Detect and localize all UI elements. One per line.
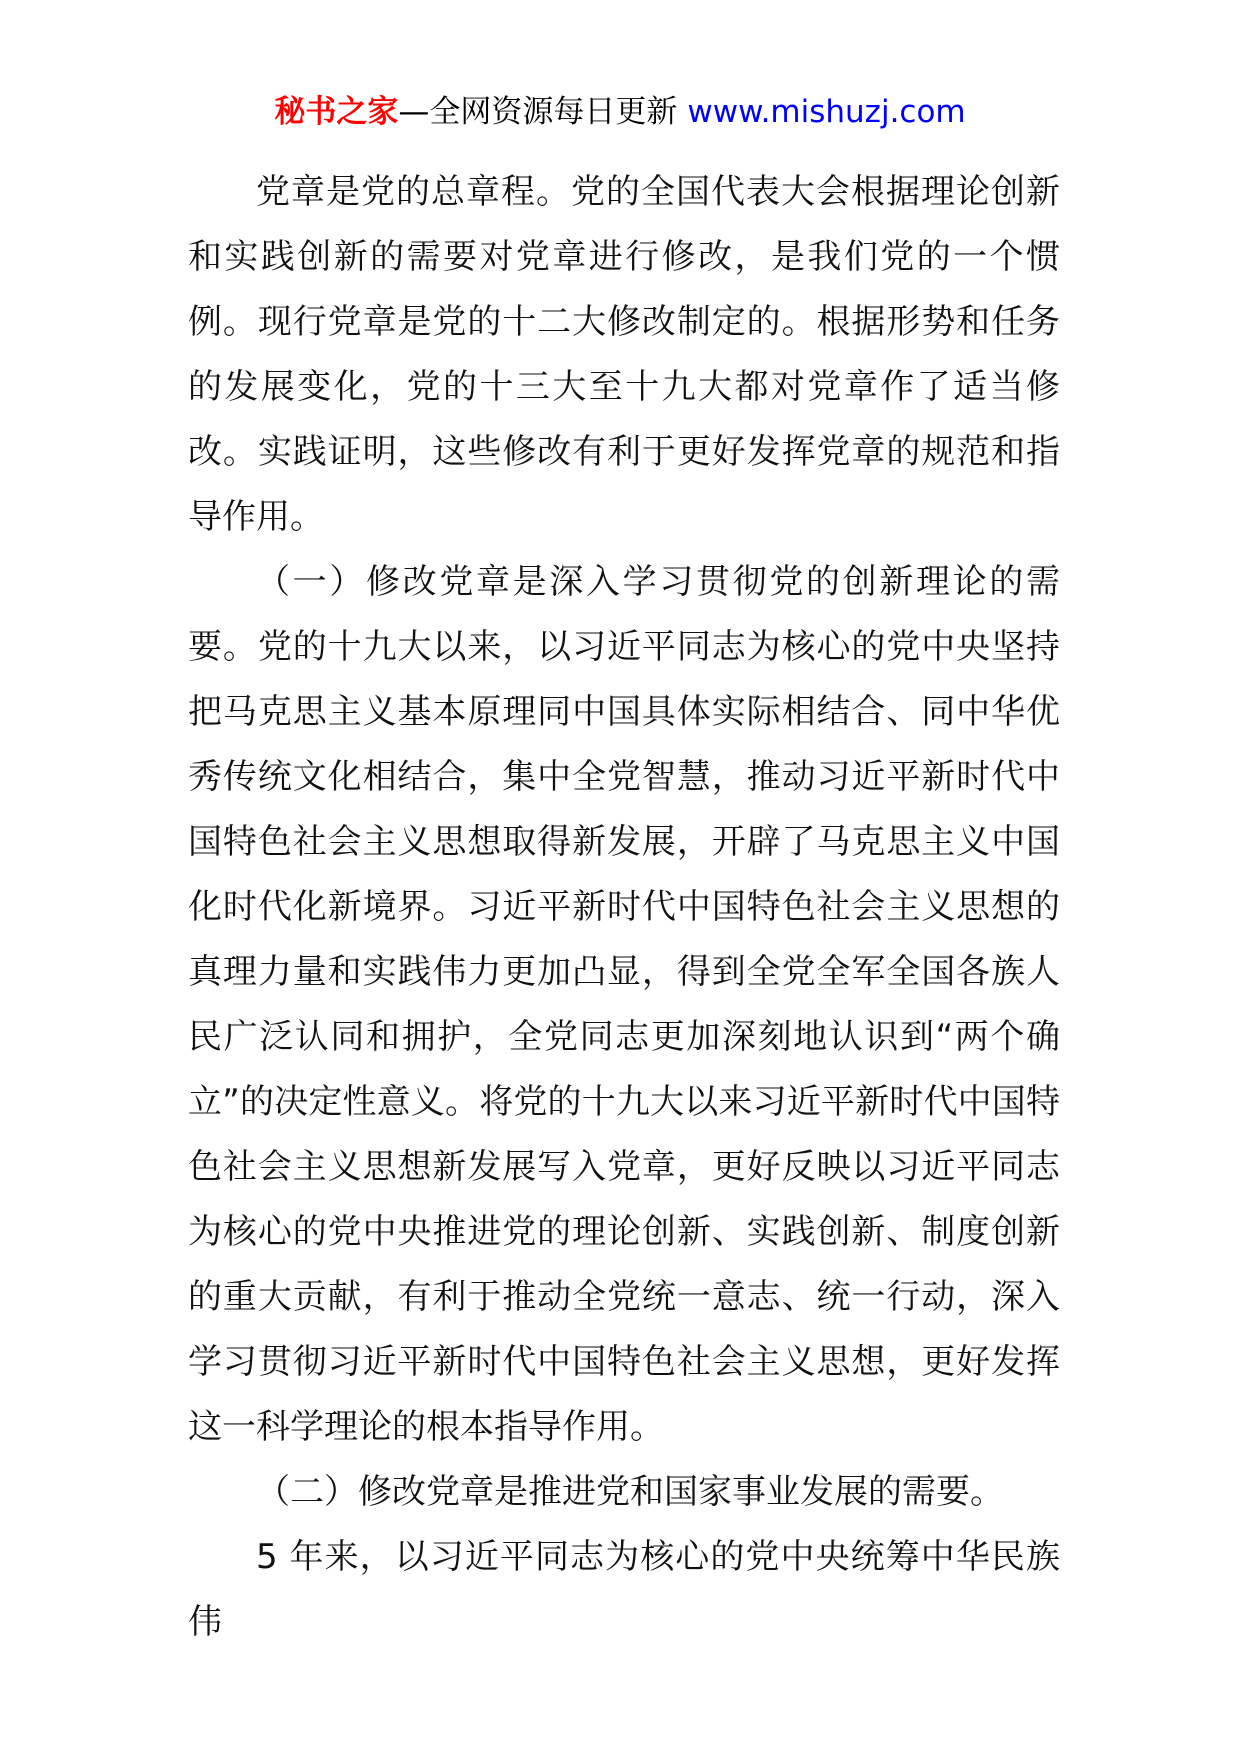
paragraph-intro: 党章是党的总章程。党的全国代表大会根据理论创新和实践创新的需要对党章进行修改，是我们党的一个惯例。现行党章是党的十二大修改制定的。根据形势和任务的发展变化，党的十三大至十九大都对党章作了适当修改。实践证明，这些修改有利于更好发挥党章的规范和指导作用。 [188,172,1060,537]
paragraph-five-years: 5 年来，以习近平同志为核心的党中央统筹中华民族伟 [188,1537,1060,1642]
site-tagline: —全网资源每日更新 [398,94,678,130]
document-body [188,160,1060,1655]
site-url-link[interactable]: www.mishuzj.com [687,94,966,130]
site-brand: 秘书之家 [274,94,399,130]
paragraph-section-two-heading: （二）修改党章是推进党和国家事业发展的需要。 [256,1472,1004,1512]
paragraph-section-one: （一）修改党章是深入学习贯彻党的创新理论的需要。党的十九大以来，以习近平同志为核心的党中央坚持把马克思主义基本原理同中国具体实际相结合、同中华优秀传统文化相结合，集中全党智慧，推动习近平新时代中国特色社会主义思想取得新发展，开辟了马克思主义中国化时代化新境界。习近平新时代中国特色社会主义思想的真理力量和实践伟力更加凸显，得到全党全军全国各族人民广泛认同和拥护，全党同志更加深刻地认识到“两个确立”的决定性意义。将党的十九大以来习近平新时代中国特色社会主义思想新发展写入党章，更好反映以习近平同志为核心的党中央推进党的理论创新、实践创新、制度创新的重大贡献，有利于推动全党统一意志、统一行动，深入学习贯彻习近平新时代中国特色社会主义思想，更好发挥这一科学理论的根本指导作用。 [188,562,1060,1447]
site-header [0,92,1240,132]
